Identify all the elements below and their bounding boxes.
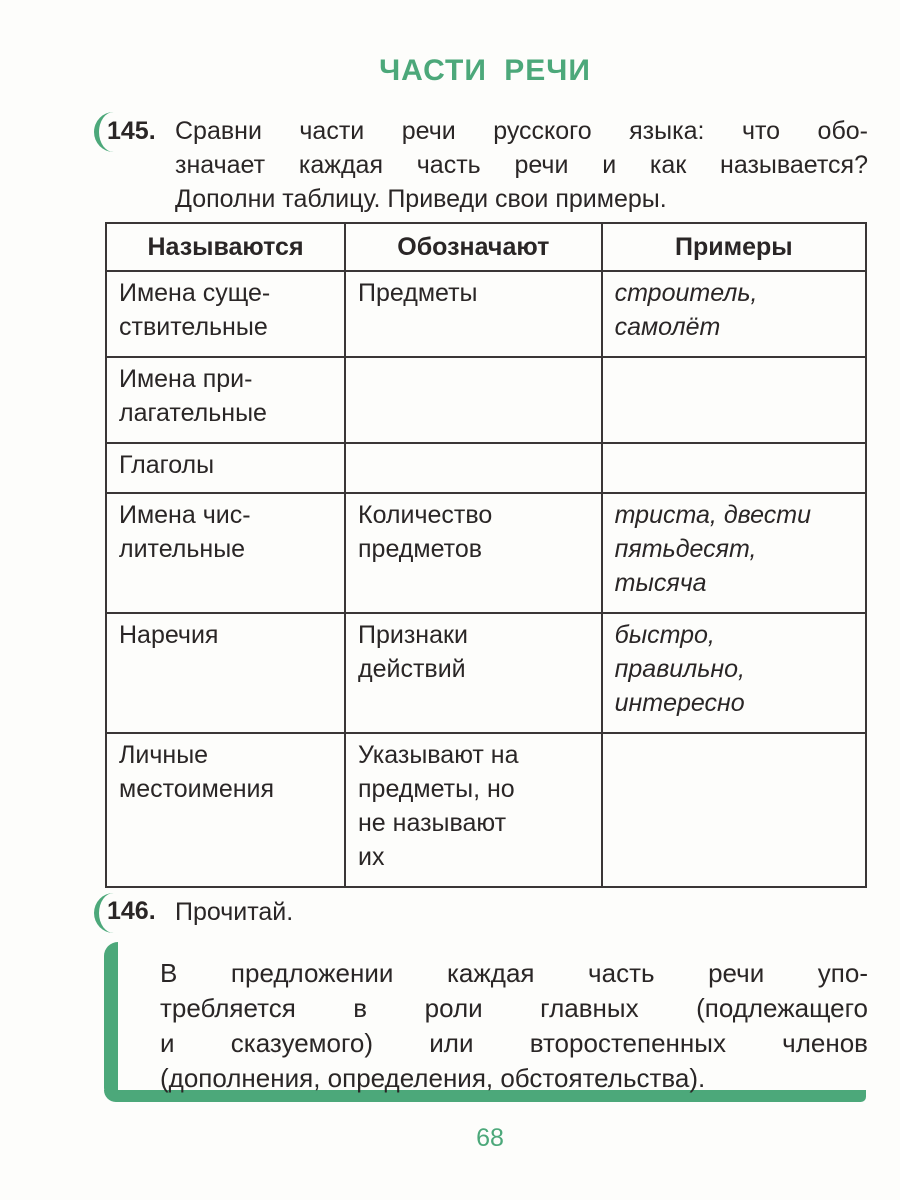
cell-name bbox=[106, 493, 345, 613]
cell-meaning-line: Предметы bbox=[358, 279, 478, 307]
table-row bbox=[106, 493, 866, 613]
cell-examples-line: самолёт bbox=[614, 313, 721, 341]
cell-meaning bbox=[345, 493, 602, 613]
table-row bbox=[106, 733, 866, 887]
cell-meaning-line: их bbox=[358, 843, 385, 871]
instruction-line: Дополни таблицу. Приведи свои примеры. bbox=[175, 185, 667, 213]
cell-examples-line: правильно, bbox=[614, 655, 745, 683]
table-header-row bbox=[106, 223, 866, 271]
cell-name bbox=[106, 443, 345, 493]
cell-name-line: лительные bbox=[119, 535, 246, 563]
parts-of-speech-table bbox=[105, 222, 867, 888]
cell-name-line: Наречия bbox=[119, 621, 219, 649]
cell-meaning bbox=[345, 613, 602, 733]
rule-frame-left-bar bbox=[104, 942, 118, 1102]
cell-name bbox=[106, 271, 345, 357]
cell-name-line: лагательные bbox=[119, 399, 267, 427]
cell-examples-line: строитель, bbox=[614, 279, 758, 307]
page-number: 68 bbox=[476, 1124, 504, 1152]
cell-examples-line: тысяча bbox=[614, 569, 707, 597]
header-named: Называются bbox=[106, 223, 345, 271]
cell-meaning-line: предметов bbox=[358, 535, 482, 563]
cell-examples-line: быстро, bbox=[614, 621, 715, 649]
cell-name bbox=[106, 357, 345, 443]
cell-examples-line: триста, двести bbox=[614, 501, 811, 529]
rule-line: требляется в роли главных (подлежащего bbox=[160, 993, 868, 1023]
cell-examples-line: пятьдесят, bbox=[614, 535, 757, 563]
cell-name-line: Имена при- bbox=[119, 365, 253, 393]
cell-name-line: Имена суще- bbox=[119, 279, 271, 307]
cell-meaning bbox=[345, 271, 602, 357]
cell-name-line: Имена чис- bbox=[119, 501, 251, 529]
cell-meaning-line: Количество bbox=[358, 501, 493, 529]
cell-meaning-line: не называют bbox=[358, 809, 507, 837]
cell-meaning bbox=[345, 733, 602, 887]
cell-meaning-line: Указывают на bbox=[358, 741, 519, 769]
header-examples: Примеры bbox=[602, 223, 866, 271]
cell-examples bbox=[602, 493, 866, 613]
table-row bbox=[106, 271, 866, 357]
cell-examples[interactable] bbox=[602, 357, 866, 443]
rule-line: (дополнения, определения, обстоятельства). bbox=[160, 1063, 706, 1093]
exercise-146-number: 146. bbox=[107, 897, 156, 925]
table-row bbox=[106, 443, 866, 493]
instruction-line: значает каждая часть речи и как называется? bbox=[175, 151, 868, 179]
cell-examples bbox=[602, 271, 866, 357]
cell-examples bbox=[602, 613, 866, 733]
cell-examples[interactable] bbox=[602, 733, 866, 887]
exercise-145-instruction bbox=[175, 114, 868, 216]
cell-examples-line: интересно bbox=[614, 689, 745, 717]
table-row bbox=[106, 357, 866, 443]
table-row bbox=[106, 613, 866, 733]
cell-name-line: местоимения bbox=[119, 775, 275, 803]
cell-meaning-line: действий bbox=[358, 655, 466, 683]
exercise-145-number: 145. bbox=[107, 117, 156, 145]
rule-text bbox=[160, 956, 868, 1096]
cell-name-line: Глаголы bbox=[119, 451, 215, 479]
instruction-line: Сравни части речи русского языка: что обо- bbox=[175, 117, 868, 145]
rule-line: и сказуемого) или второстепенных членов bbox=[160, 1028, 868, 1058]
cell-meaning-line: предметы, но bbox=[358, 775, 515, 803]
cell-name bbox=[106, 733, 345, 887]
cell-meaning[interactable] bbox=[345, 443, 602, 493]
cell-meaning[interactable] bbox=[345, 357, 602, 443]
cell-examples[interactable] bbox=[602, 443, 866, 493]
cell-meaning-line: Признаки bbox=[358, 621, 468, 649]
section-title: ЧАСТИ РЕЧИ bbox=[379, 54, 591, 87]
exercise-146-instruction: Прочитай. bbox=[175, 898, 294, 926]
header-meaning: Обозначают bbox=[345, 223, 602, 271]
cell-name-line: Личные bbox=[119, 741, 209, 769]
rule-line: В предложении каждая часть речи упо- bbox=[160, 958, 868, 988]
cell-name bbox=[106, 613, 345, 733]
cell-name-line: ствительные bbox=[119, 313, 268, 341]
